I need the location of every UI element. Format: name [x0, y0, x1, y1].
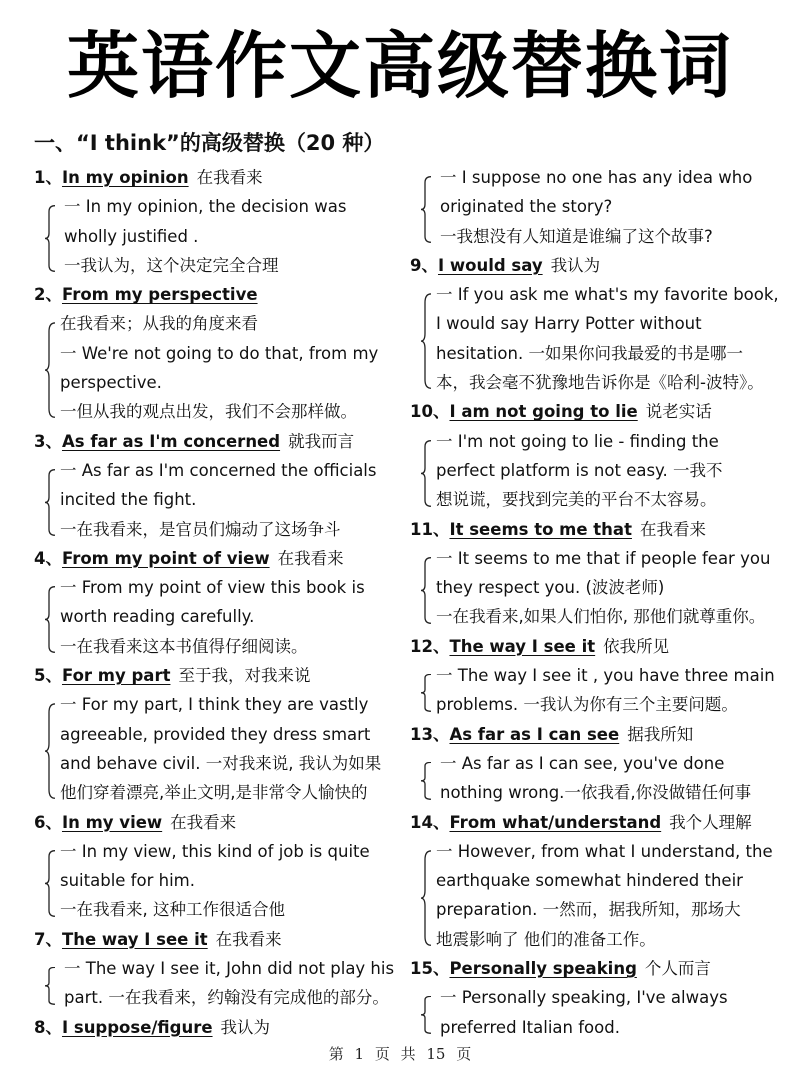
entry-phrase: It seems to me that	[449, 519, 632, 539]
brace-icon	[420, 762, 432, 800]
phrase-entry	[410, 954, 785, 1042]
brace-icon	[420, 293, 432, 389]
phrase-entry	[410, 808, 785, 954]
phrase-entry	[410, 720, 785, 808]
brace-icon	[420, 440, 432, 507]
example-line: wholly justified .	[64, 226, 199, 246]
example-line: agreeable, provided they dress smart	[60, 724, 371, 744]
example-line: perspective.	[60, 373, 162, 393]
entry-heading	[410, 808, 785, 837]
entry-phrase: From my point of view	[61, 548, 270, 568]
brace-icon	[44, 967, 56, 1005]
entry-heading	[410, 720, 785, 749]
entry-phrase: From what/understand	[449, 812, 662, 832]
example-block	[410, 749, 785, 808]
brace-icon	[44, 850, 56, 917]
entry-phrase: I am not going to lie	[449, 402, 638, 422]
brace-icon	[420, 996, 432, 1034]
example-block	[410, 427, 785, 515]
example-line: 一但从我的观点出发，我们不会那样做。	[60, 402, 357, 422]
example-line: 一我认为，这个决定完全合理	[64, 255, 279, 275]
example-line: preparation. 一然而，据我所知，那场大	[436, 900, 741, 920]
example-block	[410, 163, 785, 251]
brace-icon	[420, 557, 432, 624]
example-line: 本，我会毫不犹豫地告诉你是《哈利-波特》。	[436, 373, 764, 393]
brace-icon	[44, 322, 56, 418]
entry-number: 1、	[34, 168, 62, 187]
brace-icon	[44, 205, 56, 272]
entry-meaning: 我认为	[220, 1017, 271, 1037]
entry-continuation	[410, 163, 785, 251]
entry-meaning: 在我看来	[170, 812, 237, 832]
entry-meaning: 个人而言	[644, 959, 711, 979]
phrase-entry	[410, 251, 785, 397]
brace-icon	[420, 293, 432, 389]
brace-icon	[420, 850, 432, 946]
brace-icon	[44, 703, 56, 799]
entry-phrase: I suppose/figure	[61, 1017, 213, 1037]
brace-icon	[420, 674, 432, 712]
entry-heading	[34, 808, 400, 837]
entry-heading	[34, 280, 400, 309]
example-line: 一 In my view, this kind of job is quite	[60, 841, 370, 861]
example-line: originated the story?	[440, 197, 613, 217]
example-block	[34, 837, 400, 925]
example-line: incited the fight.	[60, 490, 197, 510]
example-block	[34, 309, 400, 426]
entry-phrase: In my view	[61, 812, 163, 832]
example-line: 他们穿着漂亮,举止文明,是非常令人愉快的	[60, 783, 368, 803]
example-line: 一 From my point of view this book is	[60, 578, 365, 598]
example-line: 一 In my opinion, the decision was	[64, 197, 347, 217]
example-line: perfect platform is not easy. 一我不	[436, 460, 723, 480]
example-line: I would say Harry Potter without	[436, 314, 702, 334]
example-line: 一在我看来, 这种工作很适合他	[60, 900, 285, 920]
section-title: 一、“I think”的高级替换（20 种）	[34, 131, 385, 155]
phrase-entry	[34, 544, 400, 661]
entry-heading	[34, 544, 400, 573]
phrase-entry	[34, 280, 400, 426]
entry-meaning: 据我所知	[627, 724, 694, 744]
brace-icon	[44, 586, 56, 653]
example-line: 地震影响了 他们的准备工作。	[436, 929, 656, 949]
brace-icon	[44, 205, 56, 272]
entry-meaning: 在我看来	[277, 548, 344, 568]
example-line: nothing wrong.一依我看,你没做错任何事	[440, 783, 752, 803]
example-line: 一 The way I see it, John did not play his	[64, 959, 395, 979]
example-line: 一在我看来这本书值得仔细阅读。	[60, 636, 308, 656]
entry-heading	[410, 632, 785, 661]
entry-meaning: 在我看来	[215, 929, 282, 949]
example-line: earthquake somewhat hindered their	[436, 871, 743, 891]
entry-number: 6、	[34, 812, 62, 832]
entry-meaning: 至于我，对我来说	[178, 666, 311, 686]
example-block	[34, 573, 400, 661]
page-footer: 第 1 页 共 15 页	[328, 1045, 472, 1063]
brace-icon	[44, 469, 56, 536]
phrase-entry	[34, 808, 400, 925]
example-line: 一 I suppose no one has any idea who	[440, 168, 753, 187]
example-line: 一 As far as I'm concerned the officials	[60, 460, 377, 480]
entry-heading	[410, 515, 785, 544]
example-block	[410, 837, 785, 954]
entry-phrase: Personally speaking	[449, 959, 637, 979]
example-line: 一 For my part, I think they are vastly	[60, 695, 369, 715]
entry-heading	[34, 427, 400, 456]
entry-meaning: 在我看来	[196, 168, 263, 187]
entry-heading	[34, 661, 400, 690]
example-line: 一在我看来，是官员们煽动了这场争斗	[60, 519, 341, 539]
entry-number: 15、	[410, 959, 450, 979]
entry-phrase: From my perspective	[61, 285, 258, 305]
brace-icon	[420, 762, 432, 800]
left-column	[34, 163, 400, 1042]
entry-phrase: The way I see it	[61, 929, 208, 949]
entry-number: 3、	[34, 431, 62, 451]
phrase-entry	[410, 397, 785, 514]
entry-meaning: 我个人理解	[669, 812, 752, 832]
entry-heading	[410, 954, 785, 983]
example-block	[410, 983, 785, 1042]
brace-icon	[420, 176, 432, 243]
brace-icon	[420, 674, 432, 712]
example-line: 在我看来；从我的角度来看	[60, 314, 258, 334]
example-line: 想说谎，要找到完美的平台不太容易。	[436, 490, 717, 510]
phrase-entry	[34, 925, 400, 1013]
entry-phrase: I would say	[437, 255, 543, 275]
right-column	[410, 163, 785, 1042]
entry-meaning: 就我而言	[288, 431, 355, 451]
example-line: preferred Italian food.	[440, 1017, 620, 1037]
example-line: and behave civil. 一对我来说, 我认为如果	[60, 753, 382, 773]
brace-icon	[420, 850, 432, 946]
example-line: suitable for him.	[60, 871, 195, 891]
example-line: 一 Personally speaking, I've always	[440, 988, 728, 1008]
example-line: 一 If you ask me what's my favorite book,	[436, 285, 779, 305]
entry-number: 10、	[410, 402, 450, 422]
example-line: they respect you. (波波老师)	[436, 578, 665, 598]
phrase-entry	[410, 515, 785, 632]
example-line: problems. 一我认为你有三个主要问题。	[436, 695, 738, 715]
brace-icon	[44, 850, 56, 917]
entry-heading	[34, 1013, 400, 1042]
entry-phrase: As far as I can see	[449, 724, 620, 744]
brace-icon	[420, 440, 432, 507]
entry-number: 2、	[34, 285, 62, 305]
example-block	[34, 456, 400, 544]
entry-number: 13、	[410, 724, 450, 744]
page-title: 英语作文高级替换词	[66, 24, 733, 108]
entry-heading	[34, 163, 400, 192]
entry-number: 5、	[34, 666, 62, 686]
entry-phrase: In my opinion	[61, 168, 189, 187]
phrase-entry	[34, 661, 400, 807]
entry-meaning: 依我所见	[603, 636, 670, 656]
example-line: worth reading carefully.	[60, 607, 255, 627]
entry-heading	[410, 251, 785, 280]
example-line: 一 I'm not going to lie - finding the	[436, 431, 719, 451]
example-line: part. 一在我看来，约翰没有完成他的部分。	[64, 988, 389, 1008]
example-line: 一我想没有人知道是谁编了这个故事?	[440, 226, 713, 246]
brace-icon	[44, 469, 56, 536]
example-line: hesitation. 一如果你问我最爱的书是哪一	[436, 343, 743, 363]
brace-icon	[420, 996, 432, 1034]
entry-number: 8、	[34, 1017, 62, 1037]
example-block	[410, 280, 785, 397]
example-line: 一 We're not going to do that, from my	[60, 343, 379, 363]
entry-meaning: 我认为	[550, 255, 601, 275]
entry-phrase: For my part	[61, 666, 171, 686]
entry-number: 7、	[34, 929, 62, 949]
brace-icon	[420, 176, 432, 243]
phrase-entry	[34, 1013, 400, 1042]
example-line: 一在我看来,如果人们怕你, 那他们就尊重你。	[436, 607, 766, 627]
example-block	[410, 544, 785, 632]
entry-heading	[410, 397, 785, 426]
entry-phrase: As far as I'm concerned	[61, 431, 281, 451]
entry-number: 14、	[410, 812, 450, 832]
entry-number: 9、	[410, 255, 438, 275]
entry-number: 11、	[410, 519, 450, 539]
entry-meaning: 在我看来	[639, 519, 706, 539]
example-block	[34, 954, 400, 1013]
entry-phrase: The way I see it	[449, 636, 596, 656]
entry-number: 4、	[34, 548, 62, 568]
example-block	[410, 661, 785, 720]
example-line: 一 It seems to me that if people fear you	[436, 548, 771, 568]
brace-icon	[44, 586, 56, 653]
brace-icon	[44, 322, 56, 418]
brace-icon	[44, 703, 56, 799]
brace-icon	[420, 557, 432, 624]
example-line: 一 However, from what I understand, the	[436, 841, 773, 861]
phrase-entry	[34, 163, 400, 280]
brace-icon	[44, 967, 56, 1005]
phrase-entry	[410, 632, 785, 720]
entry-heading	[34, 925, 400, 954]
entry-meaning: 说老实话	[645, 402, 712, 422]
example-line: 一 As far as I can see, you've done	[440, 753, 725, 773]
example-block	[34, 192, 400, 280]
entry-number: 12、	[410, 636, 450, 656]
phrase-entry	[34, 427, 400, 544]
example-block	[34, 690, 400, 807]
example-line: 一 The way I see it , you have three main	[436, 666, 775, 686]
